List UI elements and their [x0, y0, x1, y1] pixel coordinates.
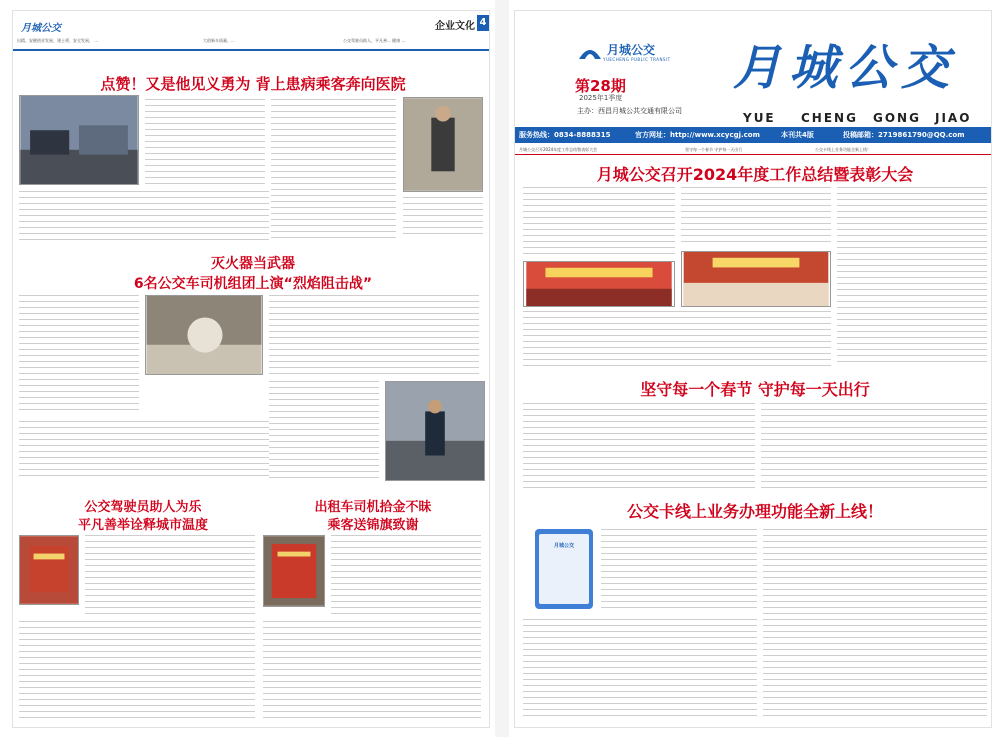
article-photo	[19, 95, 139, 185]
article-body	[85, 535, 255, 615]
article-body	[523, 619, 757, 719]
article-title-line2: 6名公交车司机组团上演“烈焰阻击战”	[133, 276, 373, 292]
issue-date: 2025年1季度	[579, 94, 623, 102]
contribution-email[interactable]: 投稿邮箱：2719861790@QQ.com	[843, 131, 965, 139]
article-body	[19, 621, 255, 721]
article-body	[763, 529, 987, 719]
article-body	[523, 187, 675, 257]
masthead-pinyin: JIAO	[935, 111, 972, 125]
article-photo	[145, 295, 263, 375]
service-hotline: 服务热线：0834-8888315	[519, 131, 611, 139]
article-body	[601, 529, 757, 613]
article-body	[681, 187, 831, 247]
article-title-line1: 出租车司机拾金不昧	[314, 500, 432, 515]
website-link[interactable]: 官方网址：http://www.xcycgj.com	[635, 131, 760, 139]
article-title: 坚守每一个春节 守护每一天出行	[640, 380, 870, 399]
article-title-line2: 乘客送锦旗致谢	[327, 518, 419, 533]
phone-screen-label: 月城公交	[553, 543, 574, 549]
masthead-logo: 月城公交	[21, 23, 61, 34]
article-photo	[681, 251, 831, 307]
lead-article-title: 月城公交召开2024年度工作总结暨表彰大会	[596, 165, 914, 184]
front-page	[514, 10, 992, 728]
article-body	[19, 191, 269, 241]
article-body	[263, 621, 481, 721]
article-title: 公交卡线上业务办理功能全新上线！	[626, 502, 883, 521]
article-title-line1: 公交驾驶员助人为乐	[84, 500, 202, 515]
article-body	[145, 99, 265, 184]
article-photo	[403, 97, 483, 192]
ticker-item: 月城公交召开2024年度工作总结暨表彰大会	[519, 147, 598, 152]
article-body	[523, 311, 831, 367]
article-body	[837, 187, 987, 367]
article-title: 点赞！又是他见义勇为 背上患病乘客奔向医院	[100, 75, 406, 93]
masthead-pinyin: GONG	[873, 111, 921, 125]
masthead-pinyin: YUE	[743, 111, 776, 125]
article-body	[269, 381, 379, 481]
article-photo	[19, 535, 79, 605]
page-gutter	[495, 0, 509, 737]
article-title-line2: 平凡善举诠释城市温度	[77, 518, 208, 533]
article-body	[269, 295, 479, 375]
article-body	[403, 197, 483, 239]
header-ticker	[13, 33, 490, 49]
ticker-item: 公交驾驶员助人、平凡善... 健康 ...	[343, 38, 406, 43]
info-bar	[515, 127, 992, 143]
article-body	[761, 403, 987, 493]
article-body	[271, 99, 396, 239]
article-body	[19, 421, 269, 481]
company-logo-text: 月城公交	[607, 43, 656, 57]
article-photo	[385, 381, 485, 481]
masthead-title: 月城公交	[733, 40, 958, 96]
headline-ticker	[515, 145, 992, 155]
page-header	[13, 11, 490, 51]
article-photo	[523, 261, 675, 307]
page-count: 本刊共4版	[781, 131, 814, 139]
masthead-pinyin: CHENG	[801, 111, 858, 125]
company-logo-icon	[577, 39, 603, 61]
page-4	[12, 10, 490, 728]
ticker-item: 大创新车质量、...	[203, 38, 235, 43]
article-body	[19, 295, 139, 415]
company-logo-en: YUECHENG PUBLIC TRANSIT	[603, 57, 671, 62]
phone-illustration	[535, 529, 593, 609]
article-title-line1: 灭火器当武器	[211, 256, 295, 272]
article-photo	[263, 535, 325, 607]
article-body	[523, 403, 755, 493]
ticker-item: 公交卡线上业务功能全新上线！	[815, 147, 871, 152]
publisher: 主办：西昌月城公共交通有限公司	[577, 107, 682, 115]
section-title: 企业文化	[435, 21, 475, 32]
ticker-item: 出精、安健创业发展、建士勇、安全发展、 ...	[17, 38, 99, 43]
article-body	[331, 535, 481, 615]
page-number: 4	[477, 15, 489, 31]
phone-screen	[539, 534, 589, 604]
issue-number: 第28期	[575, 77, 626, 95]
ticker-item: 坚守每一个春节 守护每一天出行	[685, 147, 743, 152]
